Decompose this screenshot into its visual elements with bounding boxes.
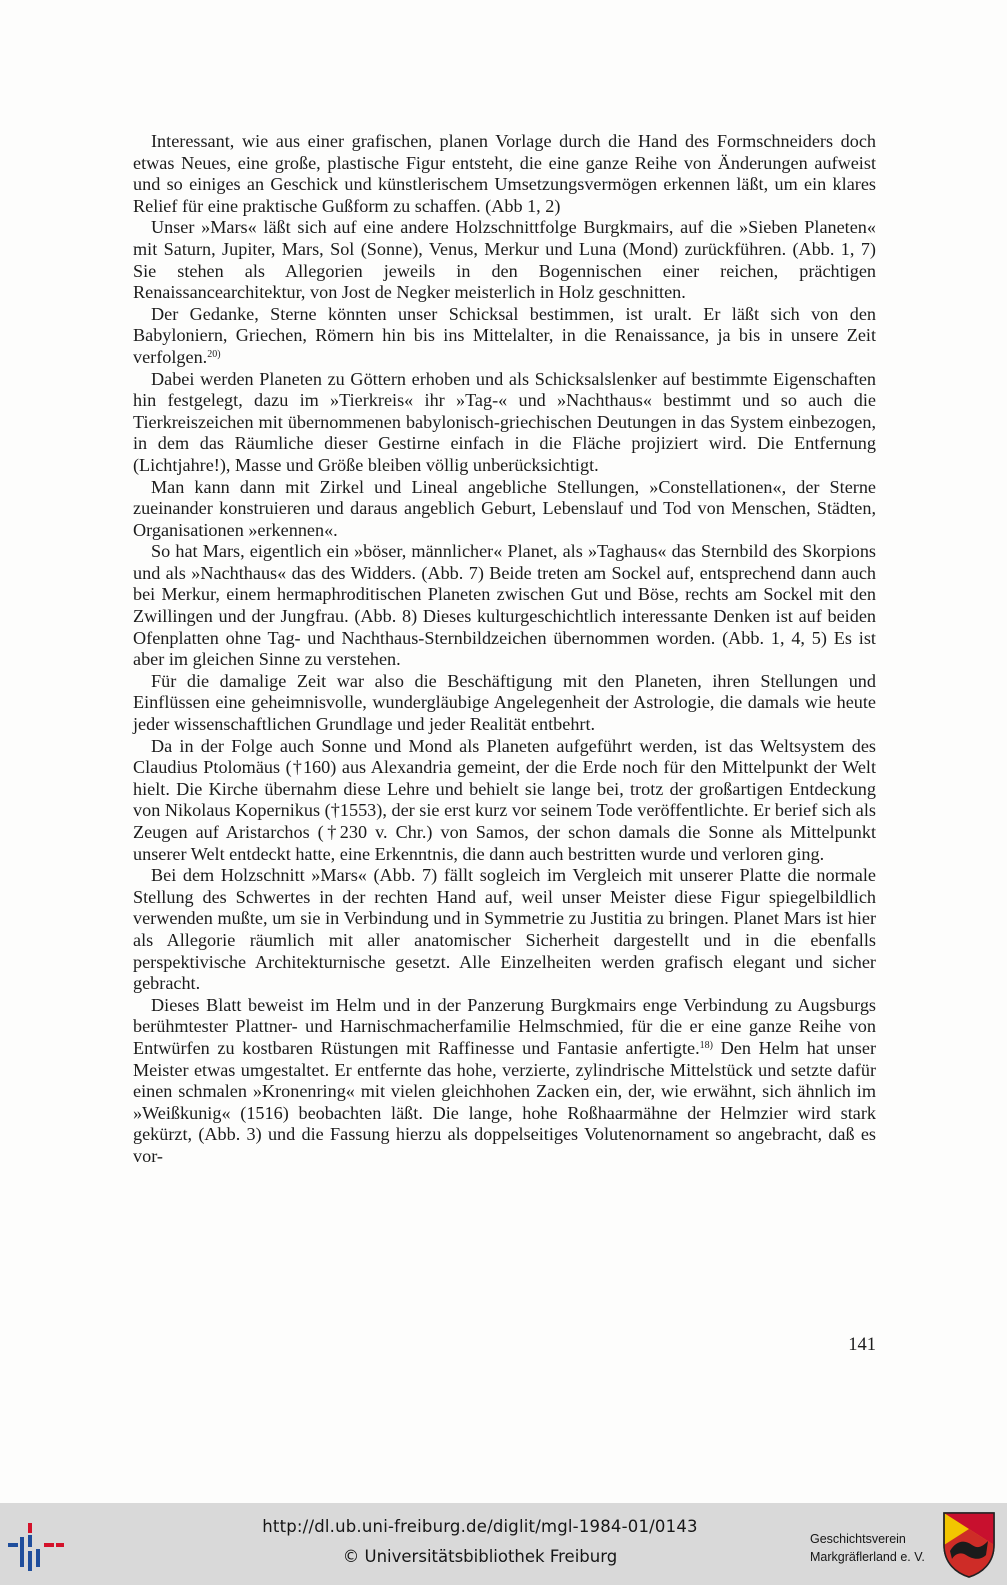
- society-name-line: Geschichtsverein: [810, 1532, 906, 1546]
- paragraph-text: Dieses Blatt beweist im Helm und in der Panzerung Burgkmairs enge Verbindung zu Augsburgs berühmtester Plattner- und Harnischmacherfamilie Helmschmied, für die er eine ganze Reihe von Entwürfen zu kostbaren Rüstungen mit Raffinesse und Fantasie anfertigte.: [133, 994, 876, 1058]
- footnote-ref: 20): [207, 348, 221, 360]
- page-number: 141: [848, 1335, 876, 1355]
- paragraph: Man kann dann mit Zirkel und Lineal angebliche Stellungen, »Constellationen«, der Sterne zueinander konstruieren und daraus angeblich Geburt, Lebenslauf und Tod von Menschen, Städten, Organisationen »erkennen«.: [133, 476, 876, 540]
- footnote-ref: 18): [699, 1039, 713, 1051]
- society-name: [810, 1530, 930, 1566]
- paragraph: Da in der Folge auch Sonne und Mond als Planeten aufgeführt werden, ist das Weltsystem des Claudius Ptolomäus (†160) aus Alexandria gemeint, der die Erde noch für den Mittelpunkt der Welt hielt. Die Kirche übernahm diese Lehre und behielt sie lange bei, trotz der großartigen Entdeckung von Nikolaus Kopernikus (†1553), der sie erst kurz vor seinem Tode veröffentlichte. Er berief sich als Zeugen auf Aristarchos (†230 v. Chr.) von Samos, der schon damals die Sonne als Mittelpunkt unserer Welt entdeckt hatte, eine Erkenntnis, die dann auch bestritten wurde und verloren ging.: [133, 735, 876, 864]
- body-text: [133, 131, 876, 1168]
- paragraph: Unser »Mars« läßt sich auf eine andere Holzschnittfolge Burgkmairs, auf die »Sieben Planeten« mit Saturn, Jupiter, Mars, Sol (Sonne), Venus, Merkur und Luna (Mond) zurückführen. (Abb. 1, 7) Sie stehen als Allegorien jeweils in den Bogennischen einer reichen, prächtigen Renaissancearchitektur, von Jost de Negker meisterlich in Holz geschnitten.: [133, 217, 876, 303]
- paragraph: [133, 995, 876, 1168]
- coat-of-arms-icon: [942, 1511, 996, 1579]
- paragraph: Interessant, wie aus einer grafischen, planen Vorlage durch die Hand des Formschneiders doch etwas Neues, eine große, plastische Figur entsteht, die eine ganze Reihe von Änderungen aufweist und so einiges an Geschick und künstlerischem Umsetzungsvermögen erkennen läßt, um ein klares Relief für eine praktische Gußform zu schaffen. (Abb 1, 2): [133, 131, 876, 216]
- paragraph-text: Den Helm hat unser Meister etwas umgestaltet. Er entfernte das hohe, verzierte, zylindrische Mittelstück und setzte dafür einen schmalen »Kronenring« mit vielen gleichhohen Zacken ein, der, wie erwähnt, sich ähnlich im »Weißkunig« (1516) beobachten läßt. Die lange, hohe Roßhaarmähne der Helmzier wird stark gekürzt, (Abb. 3) und die Fassung hierzu als doppelseitiges Volutenornament so angebracht, daß es vor-: [133, 1037, 876, 1166]
- ub-freiburg-logo-icon: [8, 1521, 64, 1573]
- society-name-line: Markgräflerland e. V.: [810, 1550, 925, 1564]
- footer-bar: [0, 1503, 1007, 1585]
- paragraph: Dabei werden Planeten zu Göttern erhoben und als Schicksalslenker auf bestimmte Eigenschaften hin festgelegt, dazu im »Tierkreis« ihr »Tag-« und »Nachthaus« bestimmt und so auch die Tierkreiszeichen mit übernommenen babylonisch-griechischen Deutungen in das System einbezogen, in dem das Räumliche dieser Gestirne einfach in die Fläche projiziert wird. Die Entfernung (Lichtjahre!), Masse und Größe bleiben völlig unberücksichtigt.: [133, 368, 876, 475]
- paragraph-text: Der Gedanke, Sterne könnten unser Schicksal bestimmen, ist uralt. Er läßt sich von den Babyloniern, Griechen, Römern hin bis ins Mittelalter, in die Renaissance, ja bis in unsere Zeit verfolgen.: [133, 303, 876, 367]
- document-url[interactable]: http://dl.ub.uni-freiburg.de/diglit/mgl-1984-01/0143: [262, 1517, 698, 1536]
- paragraph: Bei dem Holzschnitt »Mars« (Abb. 7) fällt sogleich im Vergleich mit unserer Platte die normale Stellung des Schwertes in der rechten Hand auf, weil unser Meister diese Figur spiegelbildlich verwenden mußte, um sie in Verbindung und in Symmetrie zu Justitia zu bringen. Planet Mars ist hier als Allegorie räumlich mit aller anatomischer Sicherheit dargestellt und in die ebenfalls perspektivische Architekturnische gesetzt. Alle Einzelheiten werden grafisch elegant und sicher gebracht.: [133, 865, 876, 994]
- paragraph: [133, 304, 876, 369]
- paragraph: Für die damalige Zeit war also die Beschäftigung mit den Planeten, ihren Stellungen und Einflüssen eine geheimnisvolle, wundergläubige Angelegenheit der Astrologie, die damals wie heute jeder wissenschaftlichen Grundlage und jeder Realität entbehrt.: [133, 670, 876, 735]
- copyright-notice: © Universitätsbibliothek Freiburg: [342, 1547, 618, 1566]
- paragraph: So hat Mars, eigentlich ein »böser, männlicher« Planet, als »Taghaus« das Sternbild des Skorpions und als »Nachthaus« das des Widders. (Abb. 7) Beide treten am Sockel auf, entsprechend dann auch bei Merkur, einem hermaphroditischen Planeten zwischen Gut und Böse, rechts am Sockel mit den Zwillingen und der Jungfrau. (Abb. 8) Dieses kulturgeschichtlich interessante Denken ist auf beiden Ofenplatten ohne Tag- und Nachthaus-Sternbildzeichen übernommen worden. (Abb. 1, 4, 5) Es ist aber im gleichen Sinne zu verstehen.: [133, 541, 876, 670]
